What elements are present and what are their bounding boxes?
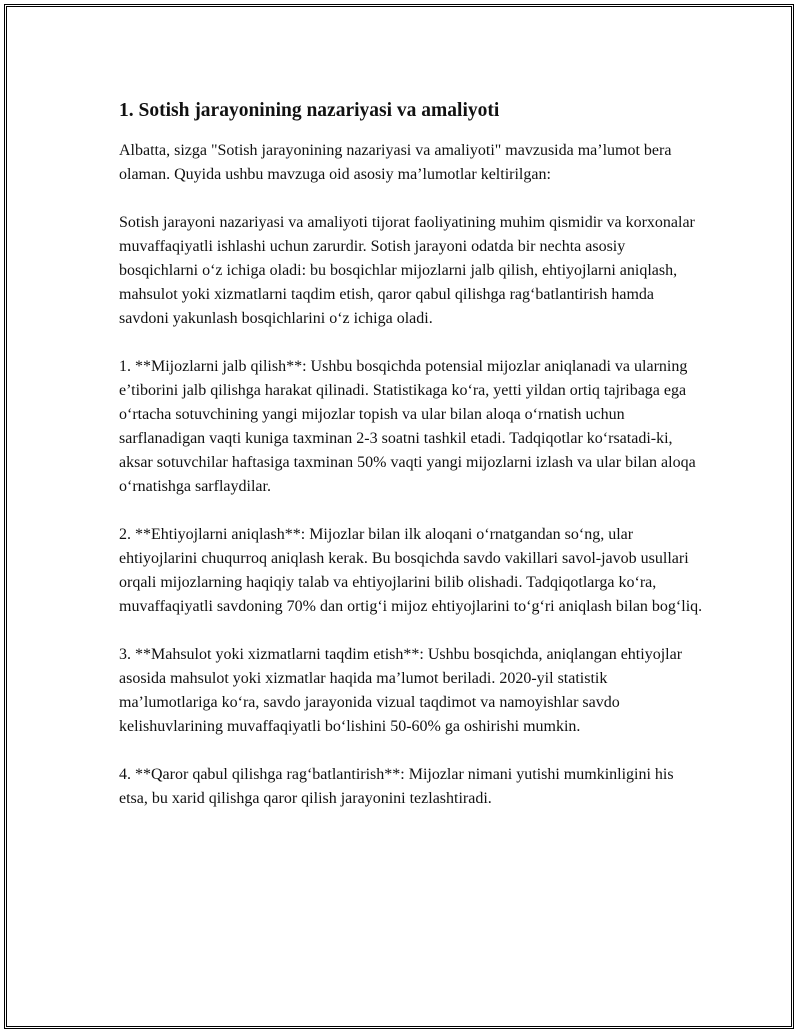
overview-paragraph: Sotish jarayoni nazariyasi va amaliyoti tijorat faoliyatining muhim qismidir va korxonalar muvaffaqiyatli ishlashi uchun zarurdir. Sotish jarayoni odatda bir nechta asosiy bosqichlarni o‘z ichiga oladi: bu bosqichlar mijozlarni jalb qilish, ehtiyojlarni aniqlash, mahsulot yoki xizmatlarni taqdim etish, qaror qabul qilishga rag‘batlantirish hamda savdoni yakunlash bosqichlarini o‘z ichiga oladi. [119, 214, 695, 327]
document-page [4, 4, 794, 1029]
step-4-paragraph: 4. **Qaror qabul qilishga rag‘batlantirish**: Mijozlar nimani yutishi mumkinligini his etsa, bu xarid qilishga qaror qilish jarayonini tezlashtiradi. [119, 766, 674, 807]
step-3-paragraph: 3. **Mahsulot yoki xizmatlarni taqdim etish**: Ushbu bosqichda, aniqlangan ehtiyojlar asosida mahsulot yoki xizmatlar haqida ma’lumot beriladi. 2020-yil statistik ma’lumotlariga ko‘ra, savdo jarayonida vizual taqdimot va namoyishlar savdo kelishuvlarining muvaffaqiyatli bo‘lishini 50-60% ga oshirishi mumkin. [119, 646, 683, 735]
step-1-paragraph: 1. **Mijozlarni jalb qilish**: Ushbu bosqichda potensial mijozlar aniqlanadi va ularning e’tiborini jalb qilishga harakat qilinadi. Statistikaga ko‘ra, yetti yildan ortiq tajribaga ega o‘rtacha sotuvchining yangi mijozlar topish va ular bilan aloqa o‘rnatish uchun sarflanadigan vaqti kuniga taxminan 2-3 soatni tashkil etadi. Tadqiqotlar ko‘rsatadi-ki, aksar sotuvchilar haftasiga taxminan 50% vaqti yangi mijozlarni izlash va ular bilan aloqa o‘rnatishga sarflaydilar. [119, 358, 696, 495]
section-heading: 1. Sotish jarayonining nazariyasi va amaliyoti [119, 100, 500, 121]
step-2-paragraph: 2. **Ehtiyojlarni aniqlash**: Mijozlar bilan ilk aloqani o‘rnatgandan so‘ng, ular ehtiyojlarini chuqurroq aniqlash kerak. Bu bosqichda savdo vakillari savol-javob usullari orqali mijozlarning haqiqiy talab va ehtiyojlarini bilib olishadi. Tadqiqotlarga ko‘ra, muvaffaqiyatli savdoning 70% dan ortig‘i mijoz ehtiyojlarini to‘g‘ri aniqlash bilan bog‘liq. [119, 526, 703, 615]
intro-paragraph: Albatta, sizga "Sotish jarayonining nazariyasi va amaliyoti" mavzusida ma’lumot bera olaman. Quyida ushbu mavzuga oid asosiy ma’lumotlar keltirilgan: [119, 142, 672, 183]
document-body [119, 97, 704, 835]
